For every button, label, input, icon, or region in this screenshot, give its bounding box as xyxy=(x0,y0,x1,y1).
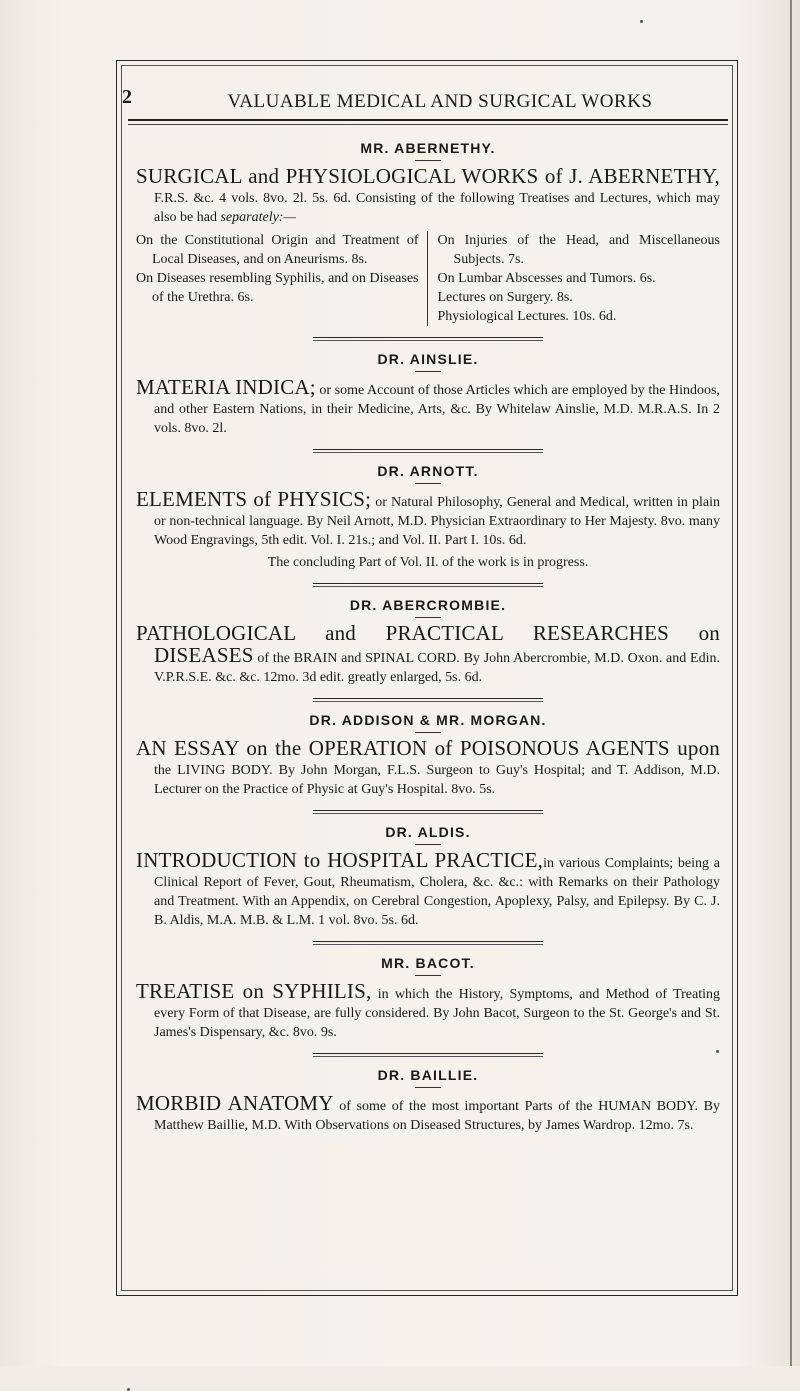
entry-title: PATHOLOGICAL and PRACTICAL RESEARCHES on DISEASES xyxy=(136,621,720,667)
short-rule xyxy=(415,371,441,372)
short-rule xyxy=(415,617,441,618)
paper-speck xyxy=(716,1050,719,1053)
treatise-item: On Injuries of the Head, and Miscellaneous Subjects. 7s. xyxy=(437,233,720,267)
entry-note: The concluding Part of Vol. II. of the work is in progress. xyxy=(267,555,589,570)
entry-text xyxy=(136,1091,721,1135)
section-separator xyxy=(313,941,543,945)
entry-ainslie xyxy=(136,351,720,438)
short-rule xyxy=(415,483,441,484)
entry-body: or Natural Philosophy, General and Medical, written in plain or non-technical language. By Neil Arnott, M.D. Physician Extraordinary to Her Majesty. 8vo. many Wood Engravings, 5th edit. Vol. I. 21s.; and Vol. II. Part I. 10s. 6d. xyxy=(154,495,721,548)
section-separator xyxy=(313,583,543,587)
entry-text xyxy=(136,487,721,550)
section-separator xyxy=(313,810,543,814)
treatise-item: Lectures on Surgery. 8s. xyxy=(437,290,573,305)
entry-baillie xyxy=(136,1067,720,1135)
entry-title: SURGICAL and PHYSIOLOGICAL WORKS of J. ABERNETHY, xyxy=(136,164,720,188)
section-separator xyxy=(313,337,543,341)
entry-body-italic: separately:— xyxy=(220,210,296,225)
section-separator xyxy=(313,449,543,453)
entry-arnott xyxy=(136,463,720,572)
section-separator xyxy=(313,1053,543,1057)
entry-title: TREATISE on SYPHILIS, xyxy=(136,979,372,1003)
treatise-columns xyxy=(136,231,720,326)
entry-author: DR. AINSLIE. xyxy=(377,351,479,367)
entry-text xyxy=(136,621,720,687)
entry-body: F.R.S. &c. 4 vols. 8vo. 2l. 5s. 6d. Consisting of the following Treatises and Lectures, which may also be had xyxy=(154,191,720,225)
short-rule xyxy=(415,844,441,845)
entry-text xyxy=(136,736,720,799)
treatise-item: On Lumbar Abscesses and Tumors. 6s. xyxy=(437,271,656,286)
treatise-column-left xyxy=(136,231,428,326)
entry-body: or some Account of those Articles which are employed by the Hindoos, and other Eastern Nations, in their Medicine, Arts, &c. By Whitelaw Ainslie, M.D. M.R.A.S. In 2 vols. 8vo. 2l. xyxy=(154,383,720,436)
short-rule xyxy=(415,732,441,733)
entry-author: DR. ALDIS. xyxy=(385,824,471,840)
page-edge xyxy=(790,0,792,1366)
entry-title: MATERIA INDICA; xyxy=(136,375,316,399)
entry-title: AN ESSAY on the OPERATION of POISONOUS AGENTS upon xyxy=(136,736,720,760)
header-rule xyxy=(128,119,728,121)
entry-author: DR. ADDISON & MR. MORGAN. xyxy=(309,712,547,728)
paper-speck xyxy=(640,20,643,23)
treatise-item: Physiological Lectures. 10s. 6d. xyxy=(437,309,617,324)
entry-author: MR. BACOT. xyxy=(381,955,475,971)
catalogue-content xyxy=(136,140,720,1135)
entry-author: DR. ABERCROMBIE. xyxy=(349,597,507,613)
short-rule xyxy=(415,160,441,161)
entry-text xyxy=(136,164,720,227)
entry-author: DR. BAILLIE. xyxy=(377,1067,479,1083)
entry-text xyxy=(136,848,720,930)
entry-author: DR. ARNOTT. xyxy=(377,463,479,479)
entry-title: INTRODUCTION to HOSPITAL PRACTICE, xyxy=(136,848,544,872)
entry-text xyxy=(136,979,721,1042)
entry-body: of the BRAIN and SPINAL CORD. By John Abercrombie, M.D. Oxon. and Edin. V.P.R.S.E. &c. &c. 12mo. 3d edit. greatly enlarged, 5s. 6d. xyxy=(154,651,720,685)
entry-abernethy xyxy=(136,140,720,326)
short-rule xyxy=(415,1087,441,1088)
entry-title: MORBID ANATOMY xyxy=(136,1091,334,1115)
entry-body: the LIVING BODY. By John Morgan, F.L.S. Surgeon to Guy's Hospital; and T. Addison, M.D. Lecturer on the Practice of Physic at Guy's Hospital. 8vo. 5s. xyxy=(154,763,720,797)
entry-bacot xyxy=(136,955,720,1042)
entry-author: MR. ABERNETHY. xyxy=(360,140,496,156)
section-separator xyxy=(313,698,543,702)
header-rule-thin xyxy=(128,124,728,125)
entry-body: in which the History, Symptoms, and Method of Treating every Form of that Disease, are fully considered. By John Bacot, Surgeon to the St. George's and St. James's Dispensary, &c. 8vo. 9s. xyxy=(154,987,721,1040)
running-head: VALUABLE MEDICAL AND SURGICAL WORKS xyxy=(227,91,653,112)
entry-body: in various Complaints; being a Clinical Report of Fever, Gout, Rheumatism, Cholera, &c. &c.: with Remarks on their Pathology and Treatment. With an Appendix, on Cerebral Congestion, Apoplexy, Palsy, and Epilepsy. By C. J. B. Aldis, M.A. M.B. & L.M. 1 vol. 8vo. 5s. 6d. xyxy=(154,856,720,928)
entry-text xyxy=(136,375,720,438)
entry-abercrombie xyxy=(136,597,720,687)
entry-body: of some of the most important Parts of the HUMAN BODY. By Matthew Baillie, M.D. With Observations on Diseased Structures, by James Wardrop. 12mo. 7s. xyxy=(154,1099,721,1133)
treatise-column-right xyxy=(428,231,721,326)
short-rule xyxy=(415,975,441,976)
entry-addison-morgan xyxy=(136,712,720,799)
entry-aldis xyxy=(136,824,720,930)
page-number: 2 xyxy=(122,86,132,108)
treatise-item: On the Constitutional Origin and Treatment of Local Diseases, and on Aneurisms. 8s. xyxy=(136,233,419,267)
entry-title: ELEMENTS of PHYSICS; xyxy=(136,487,372,511)
treatise-item: On Diseases resembling Syphilis, and on Diseases of the Urethra. 6s. xyxy=(136,271,419,305)
